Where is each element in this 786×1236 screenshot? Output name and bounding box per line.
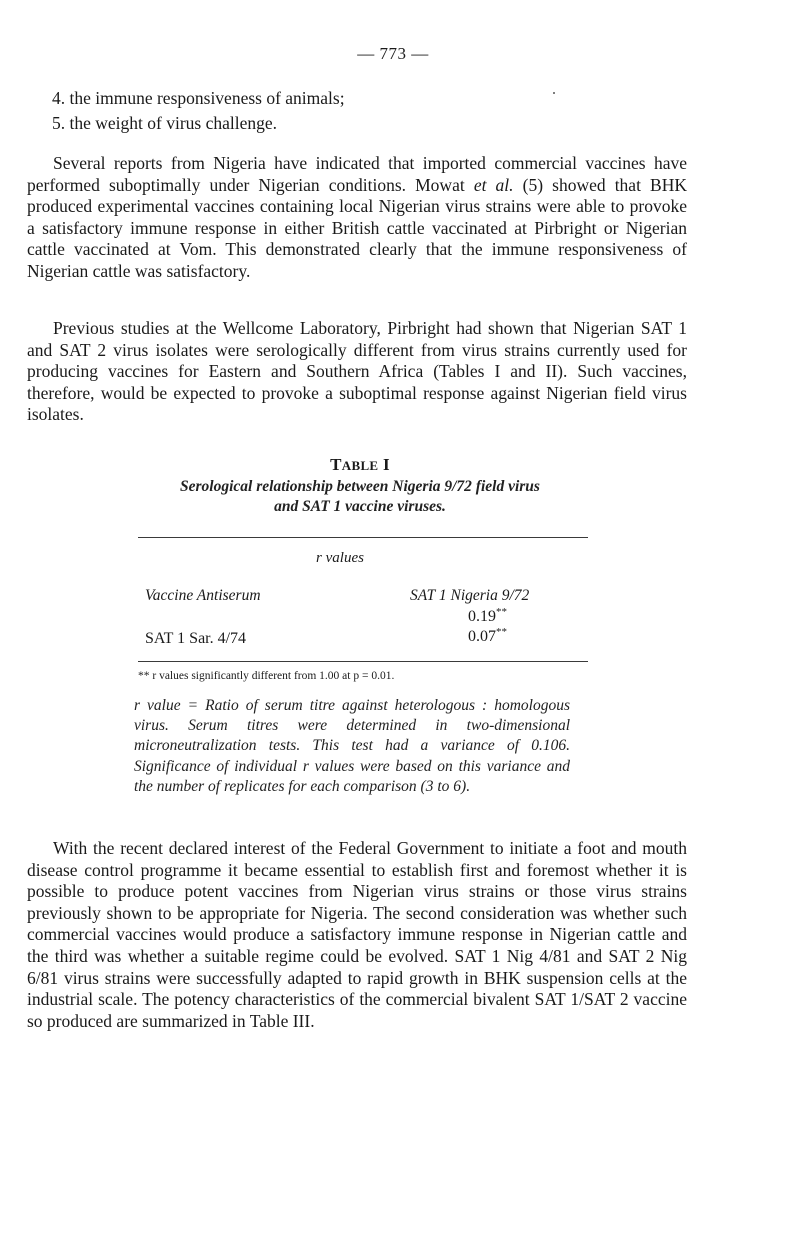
table-1: [120, 454, 600, 795]
table-footnote: ** r values significantly different from 1.00 at p = 0.01.: [138, 670, 395, 682]
table-column-header: SAT 1 Nigeria 9/72: [410, 587, 530, 604]
table-cell-value: 0.19**: [468, 606, 507, 625]
paragraph-text: (5) showed that BHK produced experimental vaccines containing local Nigerian virus strains were able to provoke a satisfactory immune response in either British cattle vaccinated at Pirbright or Nigerian cattle vaccinated at Vom. This demonstrated clearly that the immune responsiveness of Nigerian cattle was satisfactory.: [27, 174, 687, 281]
paragraph-text: Previous studies at the Wellcome Laboratory, Pirbright had shown that Nigerian SAT 1 and SAT 2 virus isolates were serologically different from virus strains currently used for producing vaccines for Eastern and Southern Africa (Tables I and II). Such vaccines, therefore, would be expected to provoke a suboptimal response against Nigerian field virus isolates.: [27, 318, 687, 425]
table-bottom-rule: [138, 661, 588, 662]
table-cell-value: 0.07**: [468, 626, 507, 645]
paragraph-text: Several reports from Nigeria have indicated that imported commercial vaccines have performed suboptimally under Nigerian conditions. Mowat: [27, 153, 687, 195]
table-note: r value = Ratio of serum titre against heterologous : homologous virus. Serum titres were determined in two-dimensional microneutralization tests. This test had a variance of 0.106. Significance of individual r values were based on this variance and the number of replicates for each comparison (3 to 6).: [134, 697, 570, 795]
table-group-header: r values: [316, 550, 364, 566]
table-column-header: Vaccine Antiserum: [145, 587, 261, 604]
citation-et-al: et al.: [473, 174, 514, 195]
body-paragraph: [27, 153, 687, 283]
table-top-rule: [138, 537, 588, 538]
list-item: 5. the weight of virus challenge.: [52, 113, 278, 133]
table-row-label: SAT 1 Sar. 4/74: [145, 630, 247, 647]
numbered-list: [52, 86, 692, 136]
paragraph-text: With the recent declared interest of the Federal Government to initiate a foot and mouth disease control programme it became essential to establish first and foremost whether it is possible to produce potent vaccines from Nigerian virus strains or those virus strains previously shown to be appropriate for Nigeria. The second consideration was whether such commercial vaccines would produce a satisfactory immune response in Nigerian cattle and the third was whether a suitable regime could be evolved. SAT 1 Nig 4/81 and SAT 2 Nig 6/81 virus strains were successfully adapted to rapid growth in BHK suspension cells at the industrial scale. The potency characteristics of the commercial bivalent SAT 1/SAT 2 vaccine so produced are summarized in Table III.: [27, 838, 687, 1031]
scan-speck: [553, 92, 555, 94]
list-item: 4. the immune responsiveness of animals;: [52, 88, 345, 108]
table-caption: Serological relationship between Nigeria 9/72 field virus and SAT 1 vaccine viruses.: [180, 478, 540, 515]
page-number: — 773 —: [357, 44, 429, 63]
table-label: TABLE I: [330, 455, 390, 474]
body-paragraph: [27, 838, 687, 1032]
body-paragraph: [27, 318, 687, 426]
